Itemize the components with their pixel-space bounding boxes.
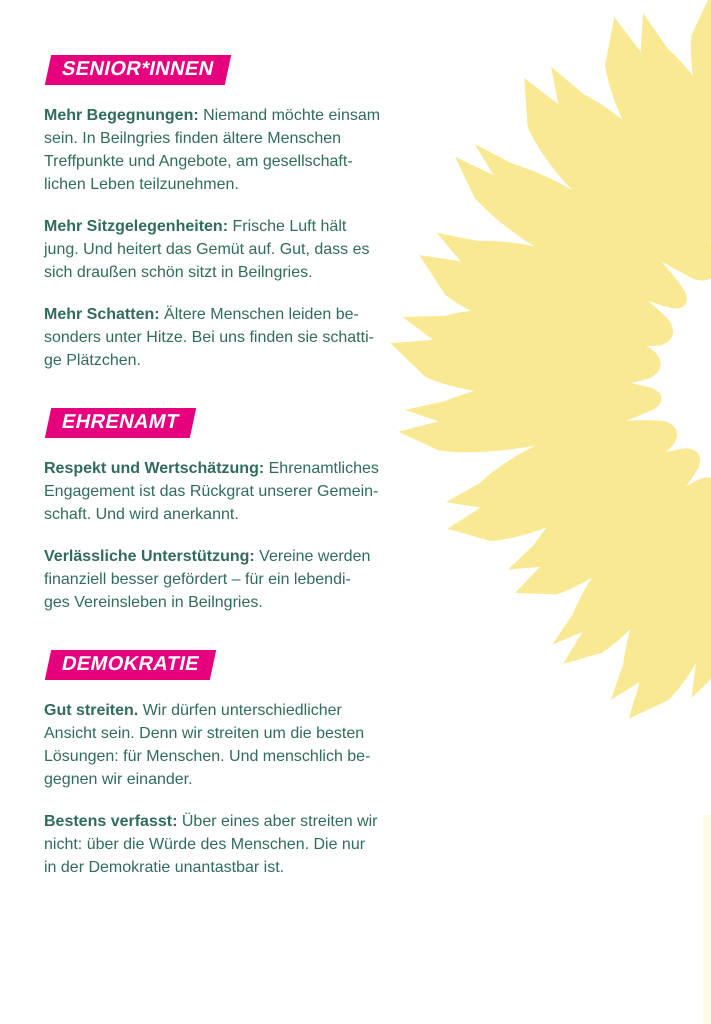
paragraph-lead: Mehr Begegnungen:	[44, 107, 199, 124]
paragraph-line: Vereine werden	[259, 548, 371, 565]
paragraph-line: Frische Luft hält	[232, 218, 347, 235]
paragraph-line: Ehrenamtliches	[268, 460, 379, 477]
paragraph-line: Niemand möchte einsam	[203, 107, 381, 124]
paragraph-line: Treffpunkte und Angebote, am gesellschaft-	[44, 153, 353, 170]
paragraph-line: Lösungen: für Menschen. Und menschlich be-	[44, 748, 371, 765]
paragraph-line: Ältere Menschen leiden be-	[164, 306, 359, 323]
paragraph-line: lichen Leben teilzunehmen.	[44, 176, 239, 193]
paragraph	[44, 215, 389, 284]
section-header-label: SENIOR*INNEN	[59, 58, 217, 80]
paragraph-lead: Respekt und Wertschätzung:	[44, 460, 265, 477]
paragraph-line: jung. Und heitert das Gemüt auf. Gut, dass es	[44, 241, 370, 258]
paragraph	[44, 810, 389, 879]
paragraph-line: ge Plätzchen.	[44, 352, 141, 369]
paragraph-lead: Bestens verfasst:	[44, 813, 178, 830]
paragraph	[44, 104, 389, 196]
section-header-banner	[45, 650, 216, 680]
text-column	[44, 55, 389, 879]
section-header-banner	[45, 55, 231, 85]
paragraph-line: ges Vereinsleben in Beilngries.	[44, 594, 263, 611]
paragraph-lead: Verlässliche Unterstützung:	[44, 548, 255, 565]
paragraph-line: Engagement ist das Rückgrat unserer Gemein-	[44, 483, 379, 500]
paragraph	[44, 303, 389, 372]
paragraph-line: Über eines aber streiten wir	[181, 813, 378, 830]
paragraph-line: in der Demokratie unantastbar ist.	[44, 859, 285, 876]
paragraph-line: nicht: über die Würde des Menschen. Die nur	[44, 836, 366, 853]
section-ehrenamt	[44, 408, 389, 614]
paragraph-lead: Mehr Schatten:	[44, 306, 160, 323]
paragraph-line: Wir dürfen unterschiedlicher	[142, 702, 342, 719]
section-seniorinnen	[44, 55, 389, 372]
paragraph	[44, 545, 389, 614]
paragraph	[44, 457, 389, 526]
paragraph-line: sonders unter Hitze. Bei uns finden sie schatti-	[44, 329, 374, 346]
section-demokratie	[44, 650, 389, 879]
paragraph-line: schaft. Und wird anerkannt.	[44, 506, 239, 523]
section-header-label: DEMOKRATIE	[59, 653, 202, 675]
paragraph-line: gegnen wir einander.	[44, 771, 193, 788]
section-header-banner	[45, 408, 196, 438]
paragraph-lead: Gut streiten.	[44, 702, 139, 719]
paragraph-line: finanziell besser gefördert – für ein lebendi-	[44, 571, 351, 588]
paragraph-lead: Mehr Sitzgelegenheiten:	[44, 218, 229, 235]
paragraph-line: Ansicht sein. Denn wir streiten um die besten	[44, 725, 365, 742]
paragraph	[44, 699, 389, 791]
paragraph-line: sein. In Beilngries finden ältere Menschen	[44, 130, 342, 147]
paragraph-line: sich draußen schön sitzt in Beilngries.	[44, 264, 313, 281]
section-header-label: EHRENAMT	[59, 411, 182, 433]
